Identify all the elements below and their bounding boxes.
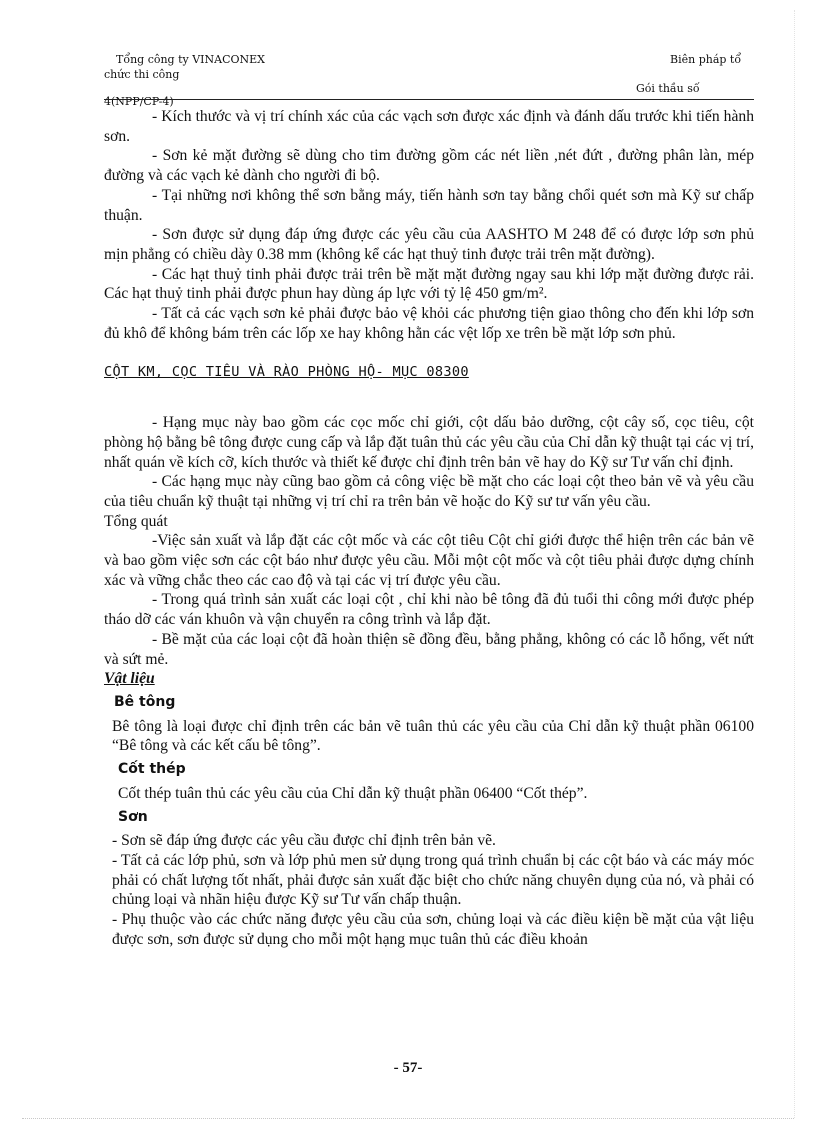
- page-number: - 57-: [393, 1060, 423, 1076]
- paragraph-intro-6: - Tất cả các vạch sơn kẻ phải được bảo vệ khỏi các phương tiện giao thông cho đến khi lớp sơn đủ khô để không bám trên các lốp xe hay không hằn các vệt lốp xe trên bề mặt lớp sơn phủ.: [104, 305, 754, 342]
- paragraph-intro-3: - Tại những nơi không thể sơn bằng máy, tiến hành sơn tay bằng chổi quét sơn mà Kỹ sư chấp thuận.: [104, 186, 754, 224]
- header-package-number: 4(NPP/CP-4): [104, 95, 174, 108]
- paragraph-intro-4: - Sơn được sử dụng đáp ứng được các yêu cầu của AASHTO M 248 để có được lớp sơn phủ mịn phẳng có chiều dày 0.38 mm (không kể các hạt thuỷ tinh được trải trên mặt đường).: [104, 226, 754, 263]
- paragraph-general-2: - Trong quá trình sản xuất các loại cột , chỉ khi nào bê tông đã đủ tuổi thi công mới được phép tháo dỡ các ván khuôn và vận chuyển ra công trình và lắp đặt.: [104, 591, 754, 629]
- paragraph-general-1: -Việc sản xuất và lắp đặt các cột mốc và các cột tiêu Cột chỉ giới được thể hiện trên các bản vẽ và bao gồm việc sơn các cột báo như được yêu cầu. Mỗi một cột mốc và cột tiêu phải được dựng chính xác và vững chắc theo các cao độ và tại các vị trí được yêu cầu.: [104, 532, 754, 589]
- paragraph-intro-1: - Kích thước và vị trí chính xác của các vạch sơn được xác định và đánh dấu trước khi tiến hành sơn.: [104, 108, 754, 145]
- paragraph-intro-5: - Các hạt thuỷ tinh phải được trải trên bề mặt mặt đường ngay sau khi lớp mặt đường được rải. Các hạt thuỷ tinh phải được phun hay dùng áp lực với tỷ lệ 450 gm/m².: [104, 265, 754, 303]
- header-divider: [104, 99, 754, 100]
- page-border-right: [794, 10, 795, 1118]
- header-company: Tổng công ty VINACONEX: [116, 53, 266, 66]
- header-title-part2: chức thi công: [104, 68, 180, 81]
- section-heading: CỘT KM, CỌC TIÊU VÀ RÀO PHÒNG HỘ- MỤC 08300: [104, 364, 469, 381]
- page-border-bottom: [22, 1118, 794, 1119]
- materials-heading: Vật liệu: [104, 670, 155, 688]
- paragraph-scope-2: - Các hạng mục này cũng bao gồm cả công việc bề mặt cho các loại cột theo bản vẽ và yêu cầu của tiêu chuẩn kỹ thuật tại những vị trí chỉ ra trên bản vẽ hoặc do Kỹ sư tư vấn yêu cầu.: [104, 473, 754, 510]
- paragraph-paint-1: - Sơn sẽ đáp ứng được các yêu cầu được chỉ định trên bản vẽ.: [112, 832, 496, 850]
- paragraph-general-3: - Bề mặt của các loại cột đã hoàn thiện sẽ đồng đều, bằng phẳng, không có các lỗ hổng, vết nứt và sứt mẻ.: [104, 630, 754, 668]
- document-body: [104, 107, 754, 949]
- paragraph-paint-2: - Tất cả các lớp phủ, sơn và lớp phủ men sử dụng trong quá trình chuẩn bị các cột báo và các máy móc phải có chất lượng tốt nhất, phải được sản xuất đặc biệt cho chức năng chuyên dụng của nó, và phải có chủng loại và nhãn hiệu được Kỹ sư Tư vấn chấp thuận.: [112, 851, 754, 909]
- paragraph-intro-2: - Sơn kẻ mặt đường sẽ dùng cho tim đường gồm các nét liền ,nét đứt , đường phân làn, mép đường và các vạch kẻ dành cho người đi bộ.: [104, 147, 754, 185]
- paragraph-scope-1: - Hạng mục này bao gồm các cọc mốc chỉ giới, cột dấu bảo dưỡng, cột cây số, cọc tiêu, cột phòng hộ bằng bê tông được cung cấp và lắp đặt tuân thủ các yêu cầu của Chỉ dẫn kỹ thuật tại các vị trí, nhất quán về kích cỡ, kích thước và thiết kế được chỉ định trên bản vẽ hay do Kỹ sư Tư vấn chỉ định.: [104, 414, 754, 471]
- general-label: Tổng quát: [104, 512, 168, 530]
- paint-heading: Sơn: [118, 808, 148, 825]
- paragraph-steel: Cốt thép tuân thủ các yêu cầu của Chỉ dẫn kỹ thuật phần 06400 “Cốt thép”.: [118, 784, 588, 802]
- header-title-part1: Biên pháp tổ: [670, 53, 742, 66]
- paragraph-paint-3: - Phụ thuộc vào các chức năng được yêu cầu của sơn, chủng loại và các điều kiện bề mặt của vật liệu được sơn, sơn được sử dụng cho mỗi một hạng mục tuân thủ các điều khoản: [112, 911, 754, 948]
- paragraph-concrete: Bê tông là loại được chỉ định trên các bản vẽ tuân thủ các yêu cầu của Chỉ dẫn kỹ thuật phần 06100 “Bê tông và các kết cấu bê tông”.: [112, 717, 754, 755]
- concrete-heading: Bê tông: [114, 693, 176, 710]
- steel-heading: Cốt thép: [118, 761, 186, 778]
- header-package-label: Gói thầu số: [636, 82, 700, 95]
